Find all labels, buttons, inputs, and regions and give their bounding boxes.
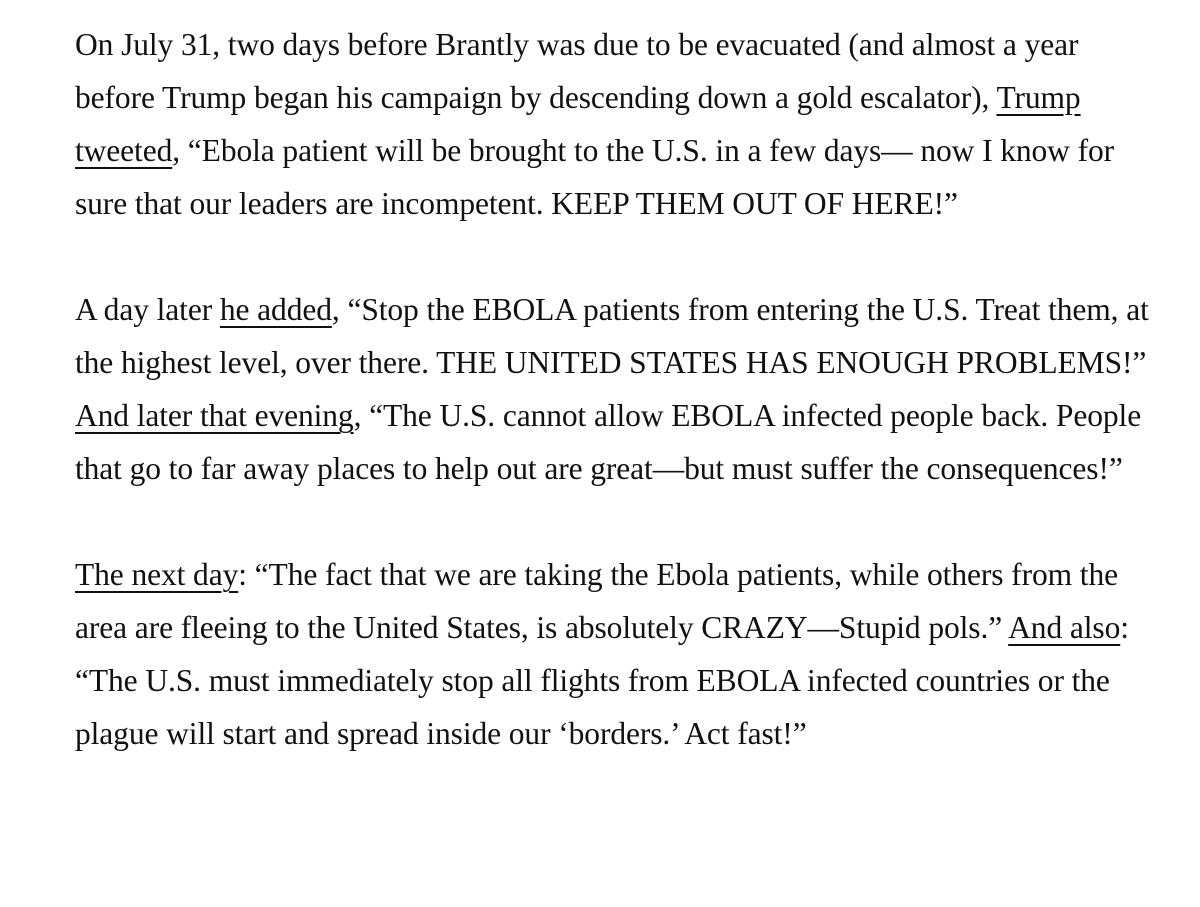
paragraph-1: [75, 18, 1155, 230]
and-also-link[interactable]: And also: [1008, 610, 1121, 645]
text-segment: , “Stop the EBOLA patients from entering the U.S. Treat them, at the highest level, over there. THE UNITED STATES HAS ENOUGH PROBLEMS!”: [75, 292, 1149, 380]
later-that-evening-link[interactable]: And later that evening: [75, 398, 354, 433]
trump-tweeted-link[interactable]: Trump tweeted: [75, 80, 1081, 168]
text-segment: : “The fact that we are taking the Ebola patients, while others from the area are fleeing to the United States, is absolutely CRAZY—Stupid pols.”: [75, 557, 1118, 645]
text-segment: A day later: [75, 292, 220, 327]
article-body: [75, 18, 1155, 760]
paragraph-3: [75, 548, 1155, 760]
text-segment: On July 31, two days before Brantly was due to be evacuated (and almost a year before Trump began his campaign by descending down a gold escalator),: [75, 27, 1079, 115]
text-segment: , “The U.S. cannot allow EBOLA infected people back. People that go to far away places to help out are great—but must suffer the consequences!”: [75, 398, 1142, 486]
he-added-link[interactable]: he added: [219, 292, 332, 327]
paragraph-2: [75, 283, 1155, 495]
text-segment: : “The U.S. must immediately stop all flights from EBOLA infected countries or the plague will start and spread inside our ‘borders.’ Act fast!”: [75, 610, 1129, 751]
next-day-link[interactable]: The next day: [75, 557, 239, 592]
text-segment: , “Ebola patient will be brought to the U.S. in a few days— now I know for sure that our leaders are incompetent. KEEP THEM OUT OF HERE!”: [75, 133, 1115, 221]
